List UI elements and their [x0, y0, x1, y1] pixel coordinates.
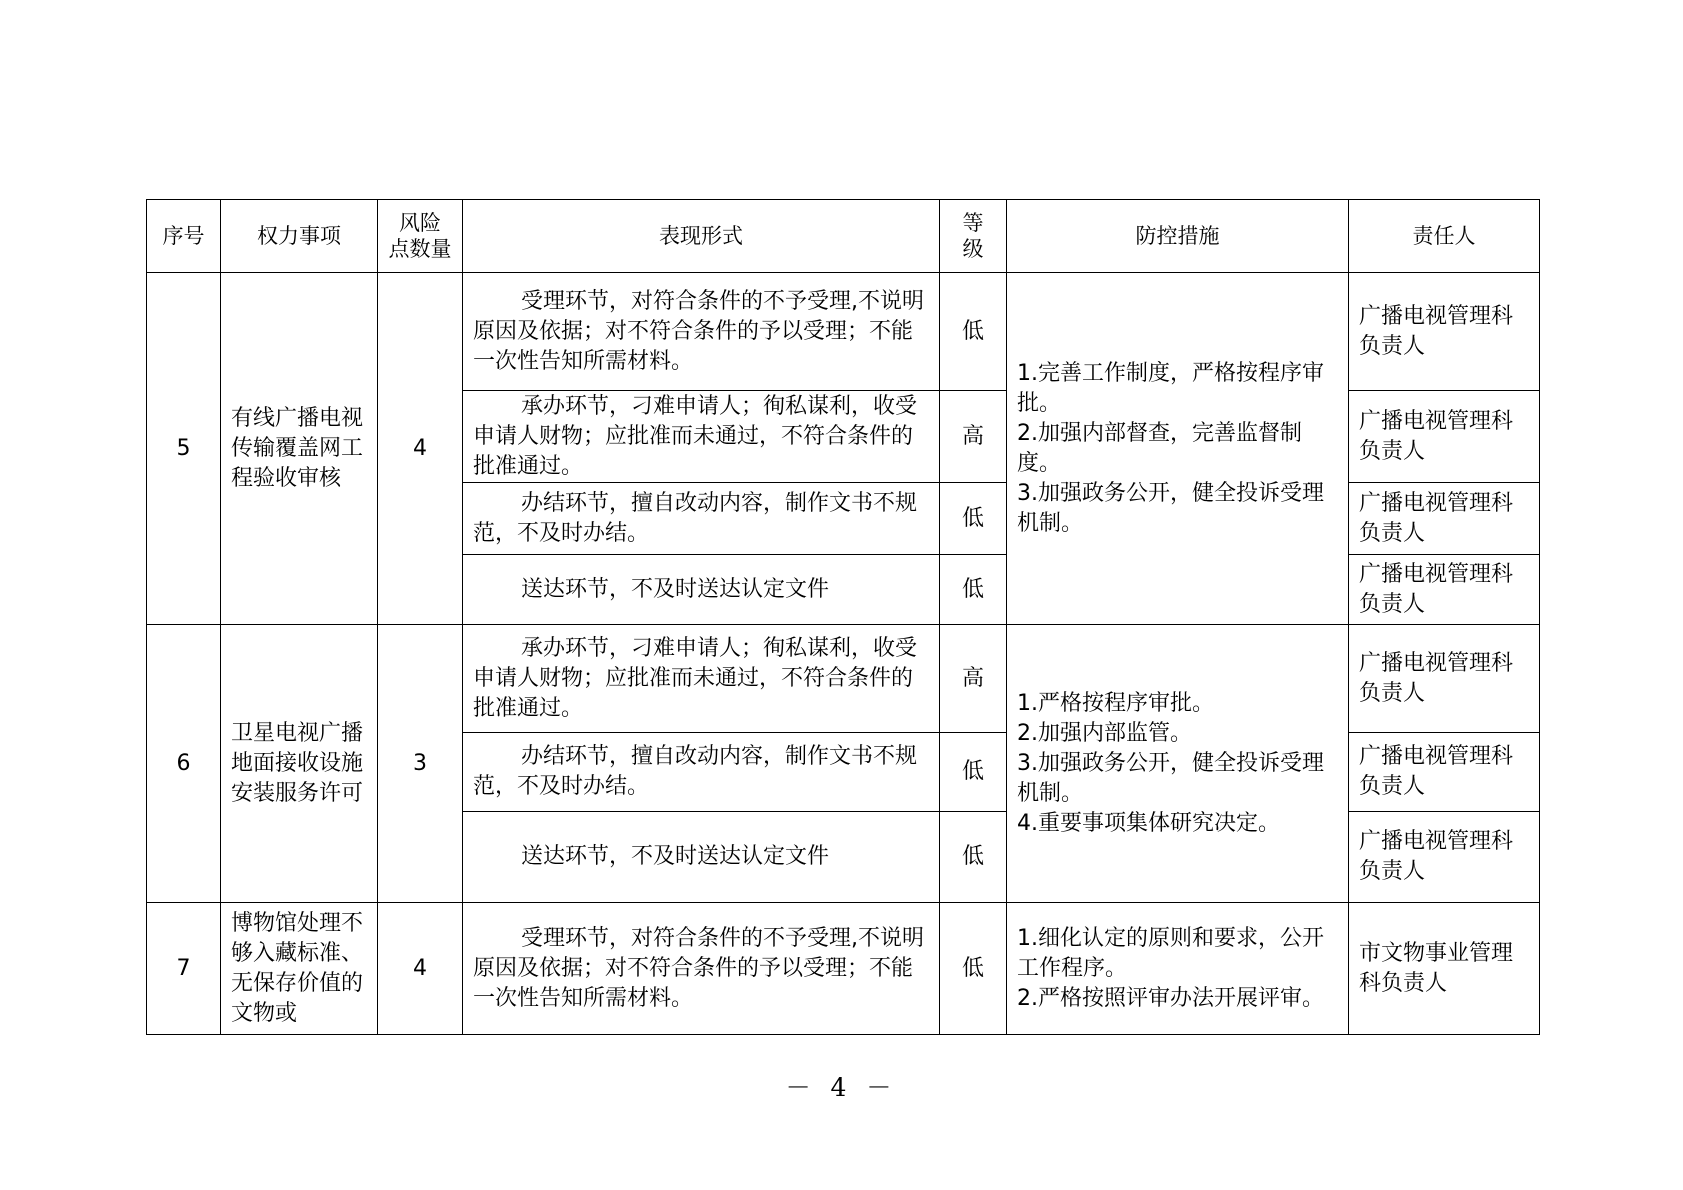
risk-level: 低 — [940, 483, 1007, 555]
header-no: 序号 — [147, 200, 221, 273]
page-number: － 4 － — [785, 1073, 898, 1102]
power-item: 有线广播电视传输覆盖网工程验收审核 — [221, 273, 378, 625]
power-item: 卫星电视广播地面接收设施安装服务许可 — [221, 625, 378, 903]
responsible-person: 广播电视管理科负责人 — [1349, 273, 1540, 391]
risk-form: 受理环节，对符合条件的不予受理,不说明原因及依据；对不符合条件的予以受理；不能一次性告知所需材料。 — [463, 903, 940, 1035]
responsible-person: 广播电视管理科负责人 — [1349, 391, 1540, 483]
header-count: 风险 点数量 — [378, 200, 463, 273]
risk-form: 受理环节，对符合条件的不予受理,不说明原因及依据；对不符合条件的予以受理；不能一次性告知所需材料。 — [463, 273, 940, 391]
control-measures: 1.严格按程序审批。 2.加强内部监管。 3.加强政务公开，健全投诉受理机制。 4.重要事项集体研究决定。 — [1007, 625, 1349, 903]
responsible-person: 市文物事业管理科负责人 — [1349, 903, 1540, 1035]
responsible-person: 广播电视管理科负责人 — [1349, 483, 1540, 555]
header-person: 责任人 — [1349, 200, 1540, 273]
responsible-person: 广播电视管理科负责人 — [1349, 625, 1540, 733]
control-measures: 1.完善工作制度，严格按程序审批。 2.加强内部督查，完善监督制度。 3.加强政务公开，健全投诉受理机制。 — [1007, 273, 1349, 625]
responsible-person: 广播电视管理科负责人 — [1349, 555, 1540, 625]
risk-form: 送达环节，不及时送达认定文件 — [463, 812, 940, 903]
risk-count: 3 — [378, 625, 463, 903]
header-row — [147, 200, 1540, 273]
risk-level: 高 — [940, 625, 1007, 733]
risk-level: 低 — [940, 733, 1007, 812]
header-form: 表现形式 — [463, 200, 940, 273]
header-level: 等 级 — [940, 200, 1007, 273]
header-measures: 防控措施 — [1007, 200, 1349, 273]
control-measures: 1.细化认定的原则和要求，公开工作程序。 2.严格按照评审办法开展评审。 — [1007, 903, 1349, 1035]
risk-level: 低 — [940, 555, 1007, 625]
table-row — [147, 273, 1540, 391]
risk-form: 送达环节，不及时送达认定文件 — [463, 555, 940, 625]
risk-level: 低 — [940, 273, 1007, 391]
risk-level: 低 — [940, 812, 1007, 903]
table-row — [147, 903, 1540, 1035]
item-number: 7 — [147, 903, 221, 1035]
risk-form: 办结环节，擅自改动内容，制作文书不规范，不及时办结。 — [463, 733, 940, 812]
item-number: 6 — [147, 625, 221, 903]
table-row — [147, 625, 1540, 733]
power-item: 博物馆处理不够入藏标准、无保存价值的文物或 — [221, 903, 378, 1035]
risk-form: 承办环节，刁难申请人；徇私谋利，收受申请人财物；应批准而未通过，不符合条件的批准通过。 — [463, 625, 940, 733]
risk-count: 4 — [378, 273, 463, 625]
responsible-person: 广播电视管理科负责人 — [1349, 733, 1540, 812]
header-item: 权力事项 — [221, 200, 378, 273]
risk-form: 办结环节，擅自改动内容，制作文书不规范，不及时办结。 — [463, 483, 940, 555]
risk-control-table — [146, 199, 1540, 1035]
responsible-person: 广播电视管理科负责人 — [1349, 812, 1540, 903]
item-number: 5 — [147, 273, 221, 625]
risk-level: 高 — [940, 391, 1007, 483]
risk-level: 低 — [940, 903, 1007, 1035]
risk-form: 承办环节，刁难申请人；徇私谋利，收受申请人财物；应批准而未通过，不符合条件的批准通过。 — [463, 391, 940, 483]
risk-count: 4 — [378, 903, 463, 1035]
